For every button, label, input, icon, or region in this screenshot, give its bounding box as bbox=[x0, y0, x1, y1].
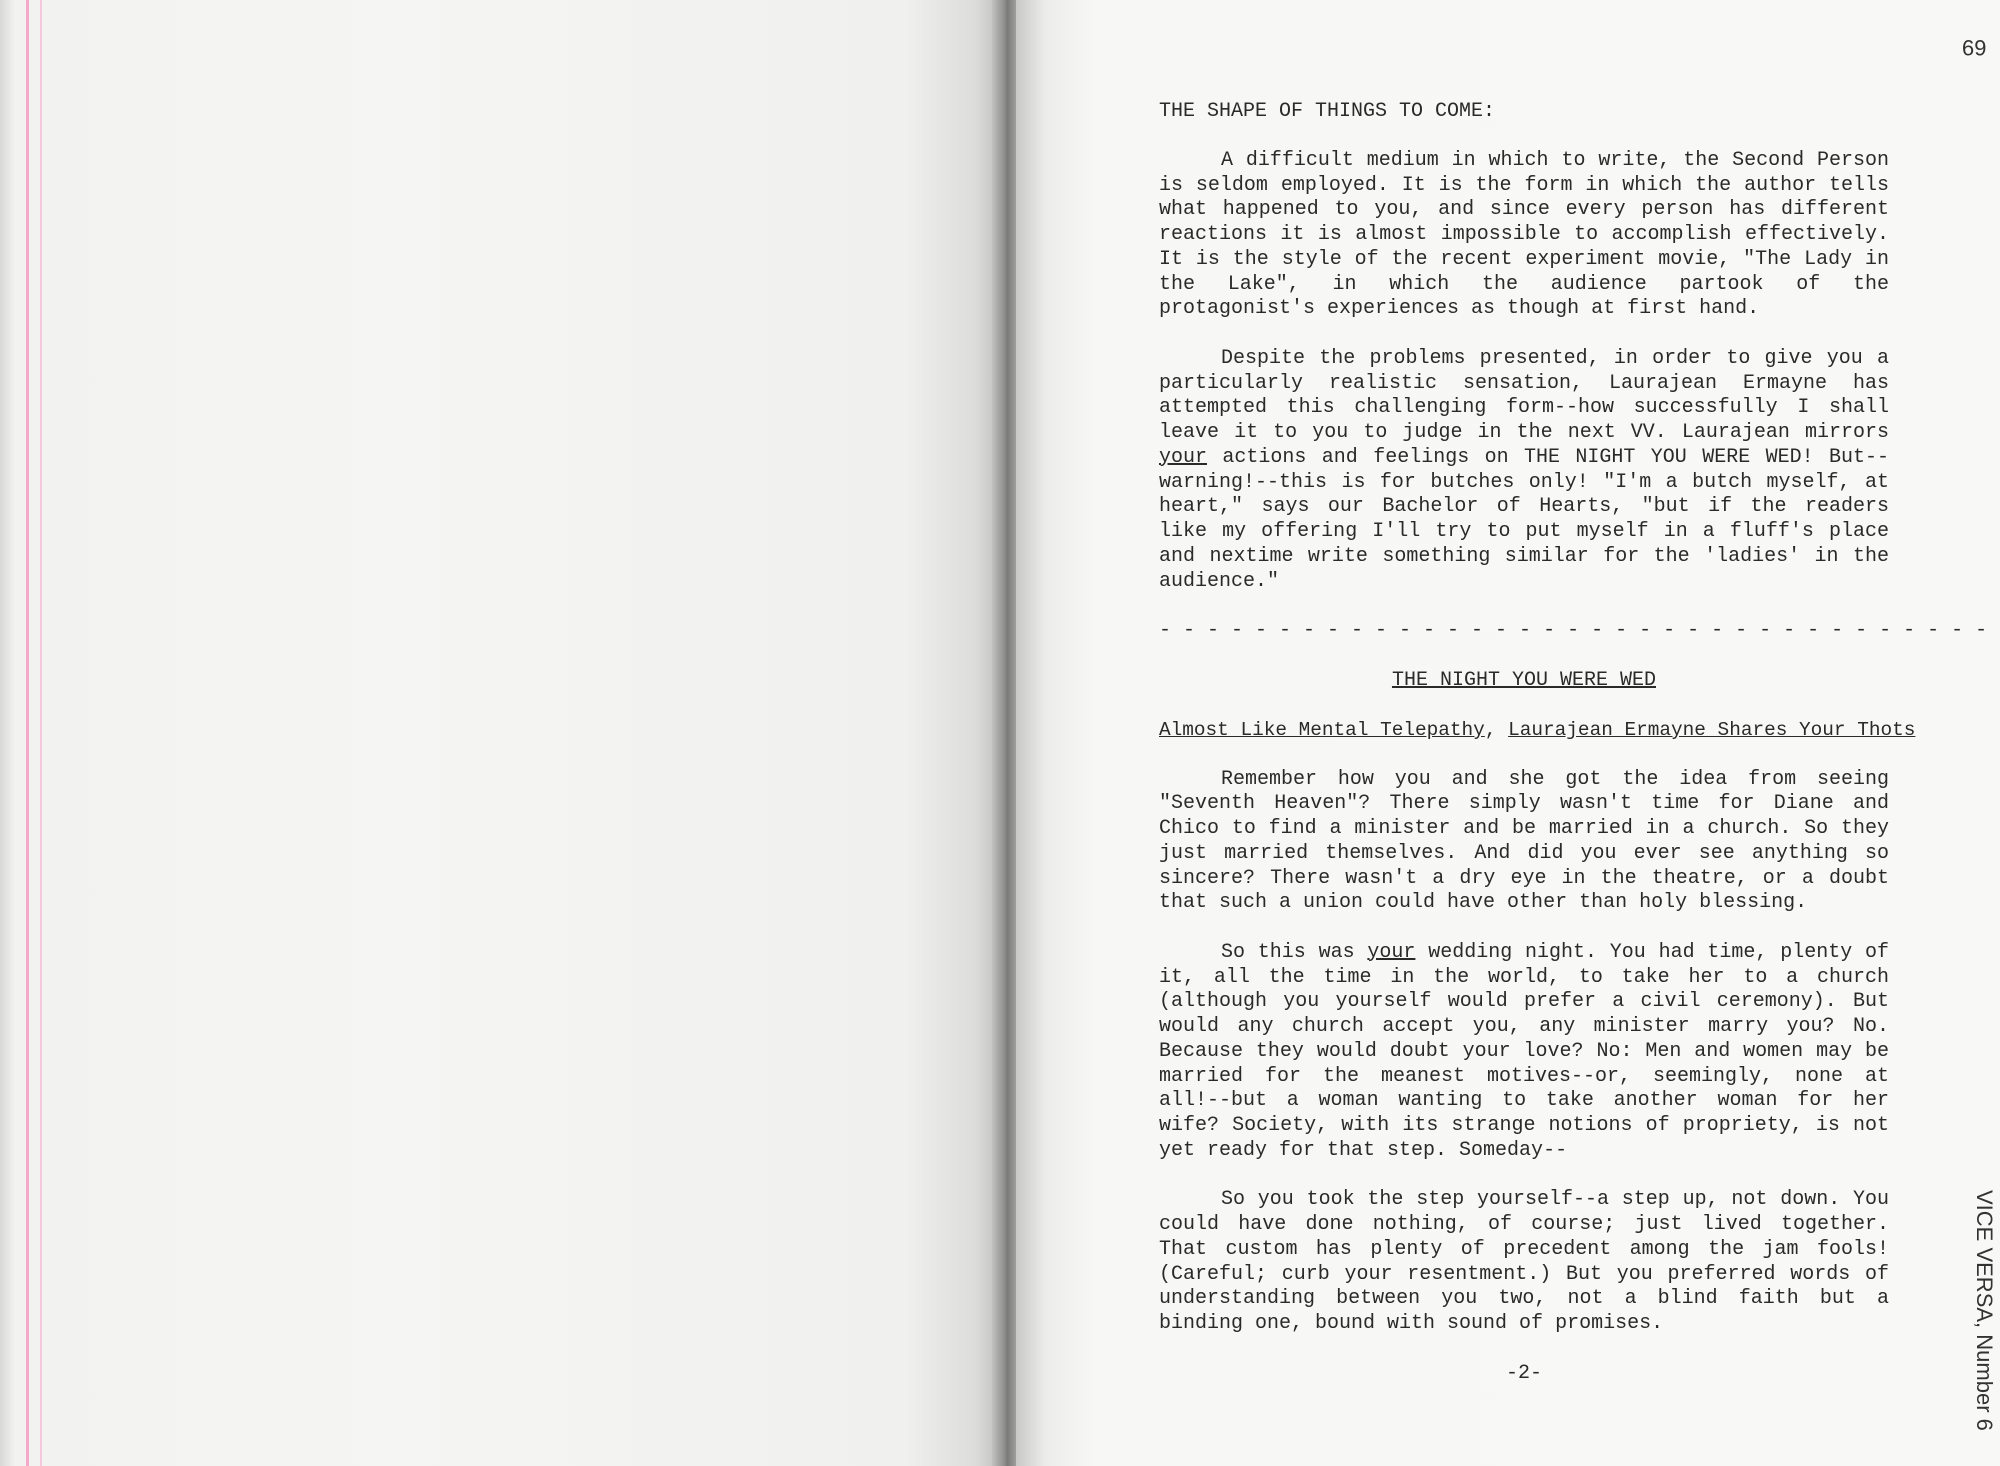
story-paragraph-2 bbox=[1159, 941, 1889, 1164]
intro-paragraph-2-text-a: Despite the problems presented, in order to give you a particularly realistic sensation, Laurajean Ermayne has attempted this challenging form--how successfully I shall leave it to you to judge in the next VV. Laurajean mirrors bbox=[1159, 346, 1889, 444]
section-heading: THE SHAPE OF THINGS TO COME: bbox=[1159, 100, 1496, 123]
byline-separator: , bbox=[1484, 719, 1509, 741]
byline-part-2: Laurajean Ermayne Shares Your Thots bbox=[1508, 719, 1916, 741]
pink-margin-line-inner bbox=[40, 0, 42, 1466]
emphasis-your: your bbox=[1159, 445, 1208, 469]
story-paragraph-2-text-a: So this was bbox=[1221, 940, 1368, 964]
dashed-divider: - - - - - - - - - - - - - - - - - - - - - - - - - - - - - - - - - - - bbox=[1159, 619, 1988, 642]
story-byline bbox=[1159, 718, 1916, 743]
story-paragraph-2-text-b: wedding night. You had time, plenty of it, all the time in the world, to take her to a church (although you yourself would prefer a civil ceremony). But would any church accept you, any minister marry you? No. Because they would doubt your love? No: Men and women may be married for the meanest motives--or, seemingly, none at all!--but a woman wanting to take another woman for her wife? Society, with its strange notions of propriety, is not yet ready for that step. Someday-- bbox=[1159, 940, 1889, 1162]
pink-margin-line bbox=[26, 0, 29, 1466]
story-title: THE NIGHT YOU WERE WED bbox=[1391, 668, 1657, 692]
corner-page-number: 69 bbox=[1961, 35, 1986, 60]
story-paragraph-1: Remember how you and she got the idea from seeing "Seventh Heaven"? There simply wasn't time for Diane and Chico to find a minister and be married in a church. So they just married themselves. And did you ever see anything so sincere? There wasn't a dry eye in the theatre, or a doubt that such a union could have other than holy blessing. bbox=[1159, 767, 1889, 915]
byline-part-1: Almost Like Mental Telepathy bbox=[1159, 719, 1485, 741]
page-number-footer: -2- bbox=[1505, 1361, 1542, 1385]
emphasis-your: your bbox=[1367, 940, 1416, 964]
intro-paragraph-2-text-b: actions and feelings on THE NIGHT YOU WERE WED! But--warning!--this is for butches only! "I'm a butch myself, at heart," says our Bachelor of Hearts, "but if the readers like my offering I'll try to put myself in a fluff's place and nextime write something similar for the 'ladies' in the audience." bbox=[1159, 445, 1889, 593]
intro-paragraph-1: A difficult medium in which to write, the Second Person is seldom employed. It is the form in which the author tells what happened to you, and since every person has different reactions it is almost impossible to accomplish effectively. It is the style of the recent experiment movie, "The Lady in the Lake", in which the audience partook of the protagonist's experiences as though at first hand. bbox=[1159, 148, 1889, 321]
left-page-edge bbox=[0, 0, 14, 1466]
side-publication-title: VICE VERSA, Number 6 bbox=[1972, 1190, 1997, 1431]
story-paragraph-3: So you took the step yourself--a step up, not down. You could have done nothing, of course; just lived together. That custom has plenty of precedent among the jam fools! (Careful; curb your resentment.) But you preferred words of understanding between you two, not a blind faith but a binding one, bound with sound of promises. bbox=[1159, 1188, 1889, 1335]
intro-paragraph-2 bbox=[1159, 347, 1889, 595]
